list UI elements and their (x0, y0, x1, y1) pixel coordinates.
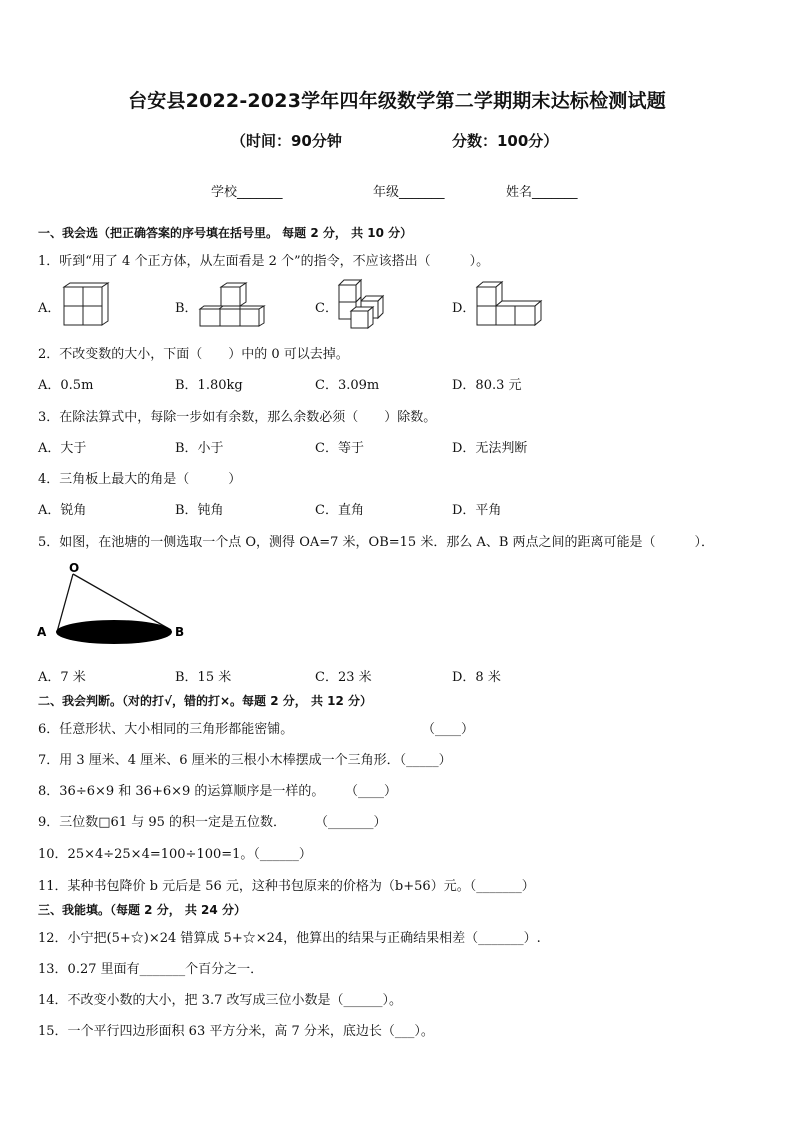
question-6: 6．任意形状、大小相同的三角形都能密铺。 (38, 722, 294, 737)
pond-diagram (36, 560, 196, 652)
school-field: 学校_______ (211, 185, 283, 200)
question-8: 8．36÷6×9 和 36+6×9 的运算顺序是一样的。 (38, 784, 325, 799)
question-13: 13．0.27 里面有_______个百分之一． (38, 962, 264, 977)
q1-option-b-label: B． (175, 301, 198, 316)
point-a-label: A (37, 625, 47, 639)
question-6-blank[interactable]: （____） (422, 722, 475, 737)
name-field: 姓名_______ (506, 185, 578, 200)
point-o-label: O (69, 561, 80, 575)
q5-option-b: B．15 米 (175, 670, 232, 685)
q4-option-b: B．钝角 (175, 503, 224, 518)
page-title: 台安县2022-2023学年四年级数学第二学期期末达标检测试题 (128, 90, 666, 112)
point-b-label: B (175, 625, 185, 639)
section-3-heading: 三、我能填。（每题 2 分， 共 24 分） (38, 903, 246, 917)
q3-option-d: D．无法判断 (452, 441, 528, 456)
q1-option-d-label: D． (452, 301, 476, 316)
question-12: 12．小宁把(5+☆)×24 错算成 5+☆×24，他算出的结果与正确结果相差（_______）. (38, 931, 541, 946)
question-15: 15．一个平行四边形面积 63 平方分米，高 7 分米，底边长（___）。 (38, 1024, 434, 1039)
question-9-blank[interactable]: （_______） (315, 815, 387, 830)
q5-option-c: C．23 米 (315, 670, 372, 685)
question-1: 1．听到“用了 4 个正方体，从左面看是 2 个”的指令，不应该搭出（ ）。 (38, 254, 490, 269)
q3-option-a: A．大于 (38, 441, 87, 456)
question-5: 5．如图，在池塘的一侧选取一个点 O，测得 OA=7 米，OB=15 米．那么 A、B 两点之间的距离可能是（ ）． (38, 535, 715, 550)
question-2: 2．不改变数的大小，下面（ ）中的 0 可以去掉。 (38, 347, 349, 362)
q1-option-b-figure (200, 283, 266, 327)
exam-time: （时间：90分钟 (231, 132, 342, 150)
q5-option-d: D．8 米 (452, 670, 501, 685)
question-8-blank[interactable]: （____） (345, 784, 398, 799)
section-1-heading: 一、我会选（把正确答案的序号填在括号里。 每题 2 分， 共 10 分） (38, 226, 413, 240)
q2-option-a: A．0.5m (38, 378, 94, 393)
pond-ellipse (56, 620, 172, 644)
grade-field: 年级_______ (373, 185, 445, 200)
q2-option-d: D．80.3 元 (452, 378, 522, 393)
q1-option-a-figure (62, 283, 108, 327)
q2-option-c: C．3.09m (315, 378, 380, 393)
exam-score: 分数：100分） (452, 132, 559, 150)
question-7: 7．用 3 厘米、4 厘米、6 厘米的三根小木棒摆成一个三角形．（_____） (38, 753, 452, 768)
q4-option-d: D．平角 (452, 503, 502, 518)
q1-option-c-label: C． (315, 301, 338, 316)
question-4: 4．三角板上最大的角是（ ） (38, 472, 242, 487)
question-11: 11．某种书包降价 b 元后是 56 元，这种书包原来的价格为（b+56）元。（_______） (38, 879, 535, 894)
q3-option-c: C．等于 (315, 441, 364, 456)
question-14: 14．不改变小数的大小，把 3.7 改写成三位小数是（______）。 (38, 993, 402, 1008)
q1-option-d-figure (477, 281, 545, 327)
section-2-heading: 二、我会判断。（对的打√，错的打×。每题 2 分， 共 12 分） (38, 694, 372, 708)
q4-option-c: C．直角 (315, 503, 364, 518)
question-9: 9．三位数□61 与 95 的积一定是五位数． (38, 815, 287, 830)
q1-option-c-figure (337, 279, 387, 329)
question-10: 10．25×4÷25×4=100÷100=1。（______） (38, 847, 312, 862)
q3-option-b: B．小于 (175, 441, 224, 456)
q2-option-b: B．1.80kg (175, 378, 243, 393)
q1-option-a-label: A． (38, 301, 61, 316)
q5-option-a: A．7 米 (38, 670, 86, 685)
q4-option-a: A．锐角 (38, 503, 87, 518)
question-3: 3．在除法算式中，每除一步如有余数，那么余数必须（ ）除数。 (38, 410, 437, 425)
